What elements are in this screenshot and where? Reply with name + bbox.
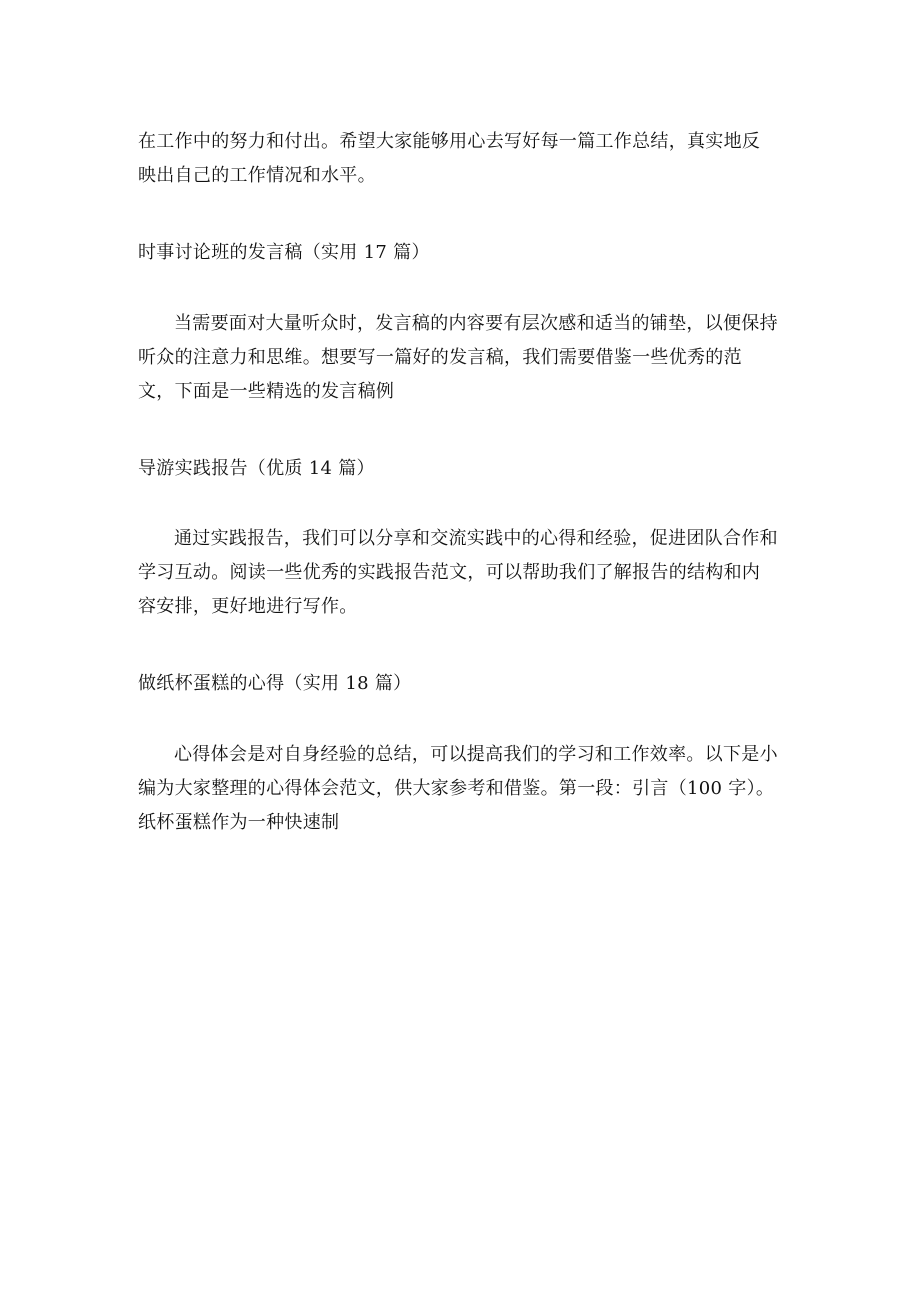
article-summary: 心得体会是对自身经验的总结，可以提高我们的学习和工作效率。以下是小编为大家整理的心得体会范文，供大家参考和借鉴。第一段：引言（100 字）。纸杯蛋糕作为一种快速制 (138, 744, 778, 833)
intro-paragraph: 在工作中的努力和付出。希望大家能够用心去写好每一篇工作总结，真实地反映出自己的工作情况和水平。 (138, 131, 761, 186)
article-summary: 当需要面对大量听众时，发言稿的内容要有层次感和适当的铺垫，以便保持听众的注意力和思维。想要写一篇好的发言稿，我们需要借鉴一些优秀的范文，下面是一些精选的发言稿例 (138, 313, 778, 402)
article-title: 导游实践报告（优质 14 篇） (138, 458, 375, 479)
article-title: 时事讨论班的发言稿（实用 17 篇） (138, 242, 430, 263)
article-summary: 通过实践报告，我们可以分享和交流实践中的心得和经验，促进团队合作和学习互动。阅读一些优秀的实践报告范文，可以帮助我们了解报告的结构和内容安排，更好地进行写作。 (138, 528, 778, 617)
article-title: 做纸杯蛋糕的心得（实用 18 篇） (138, 673, 412, 694)
